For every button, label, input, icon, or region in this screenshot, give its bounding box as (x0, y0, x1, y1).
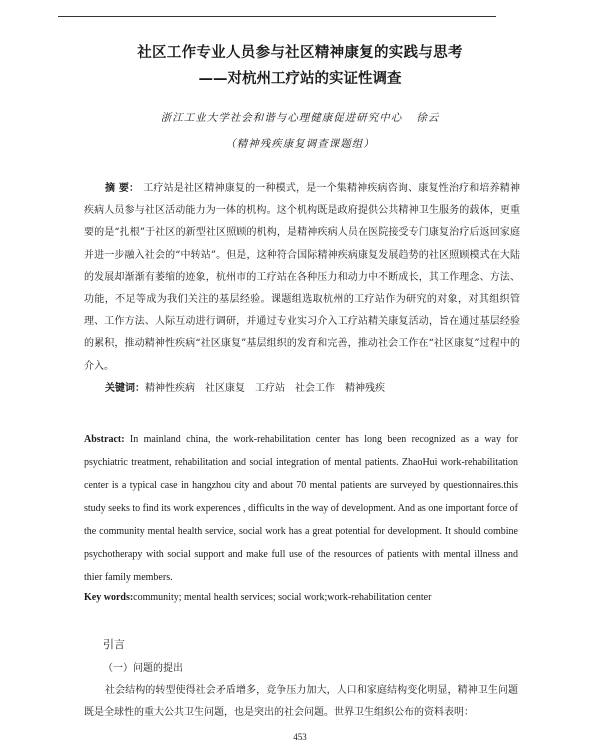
english-keywords-label: Key words: (84, 592, 134, 603)
author-line (0, 110, 600, 125)
english-keywords-text: community; mental health services; social work;work-rehabilitation center (133, 592, 432, 603)
paper-title: 社区工作专业人员参与社区精神康复的实践与思考 (137, 45, 463, 61)
author-affiliation: 浙江工业大学社会和谐与心理健康促进研究中心 (160, 112, 403, 124)
chinese-keywords-label: 关键词： (105, 383, 145, 394)
chinese-keywords-text: 精神性疾病 社区康复 工疗站 社会工作 精神残疾 (145, 383, 385, 394)
english-abstract-label: Abstract: (84, 434, 125, 445)
page-number: 453 (293, 732, 307, 742)
chinese-abstract-label: 摘 要： (105, 183, 140, 194)
chinese-abstract-text: 工疗站是社区精神康复的一种模式，是一个集精神疾病咨询、康复性治疗和培养精神疾病人员参与社区活动能力为一体的机构。这个机构既是政府提供公共精神卫生服务的载体，更重要的是“扎根”于社区的新型社区照顾的机构，是精神疾病人员在医院接受专门康复治疗后返回家庭并进一步融入社会的“中转站”。但是，这种符合国际精神疾病康复发展趋势的社区照顾模式在大陆的发展却渐渐有萎缩的迹象，杭州市的工疗站在各种压力和动力中不断成长，其工作理念、方法、功能，不足等成为我们关注的基层经验。课题组选取杭州的工疗站作为研究的对象，对其组织管理、工作方法、人际互动进行调研，并通过专业实习介入工疗站精关康复活动，旨在通过基层经验的累积，推动精神性疾病“社区康复”基层组织的发育和完善，推动社会工作在“社区康复”过程中的介入。 (84, 183, 520, 372)
chinese-keywords (105, 379, 525, 394)
header-rule (58, 16, 496, 17)
subsection-heading: （一）问题的提出 (103, 663, 183, 674)
author-name: 徐云 (416, 112, 440, 124)
english-keywords (84, 592, 518, 603)
chinese-abstract (84, 178, 520, 378)
english-abstract-text: In mainland china, the work-rehabilitation center has long been recognized as a way for psychiatric treatment, rehabilitation and social integration of mental patients. ZhaoHui work-rehabilitation center is a typical case in hangzhou city and about 70 mental patients are surveyed by questionnaires.this study seeks to find its work experences , difficults in the way of development. And as one important force of the community mental health service, social work has a great potential for development. It should combine psychotherapy with social support and make full use of the resources of patients with mental illness and thier family members. (84, 434, 518, 583)
project-group: （精神残疾康复调查课题组） (225, 138, 375, 150)
paper-subtitle: ——对杭州工疗站的实证性调查 (198, 71, 402, 87)
english-abstract (84, 428, 518, 589)
section-heading: 引言 (103, 638, 125, 651)
body-paragraph: 社会结构的转型使得社会矛盾增多，竞争压力加大，人口和家庭结构变化明显，精神卫生问题既是全球性的重大公共卫生问题，也是突出的社会问题。世界卫生组织公布的资料表明： (84, 685, 518, 718)
